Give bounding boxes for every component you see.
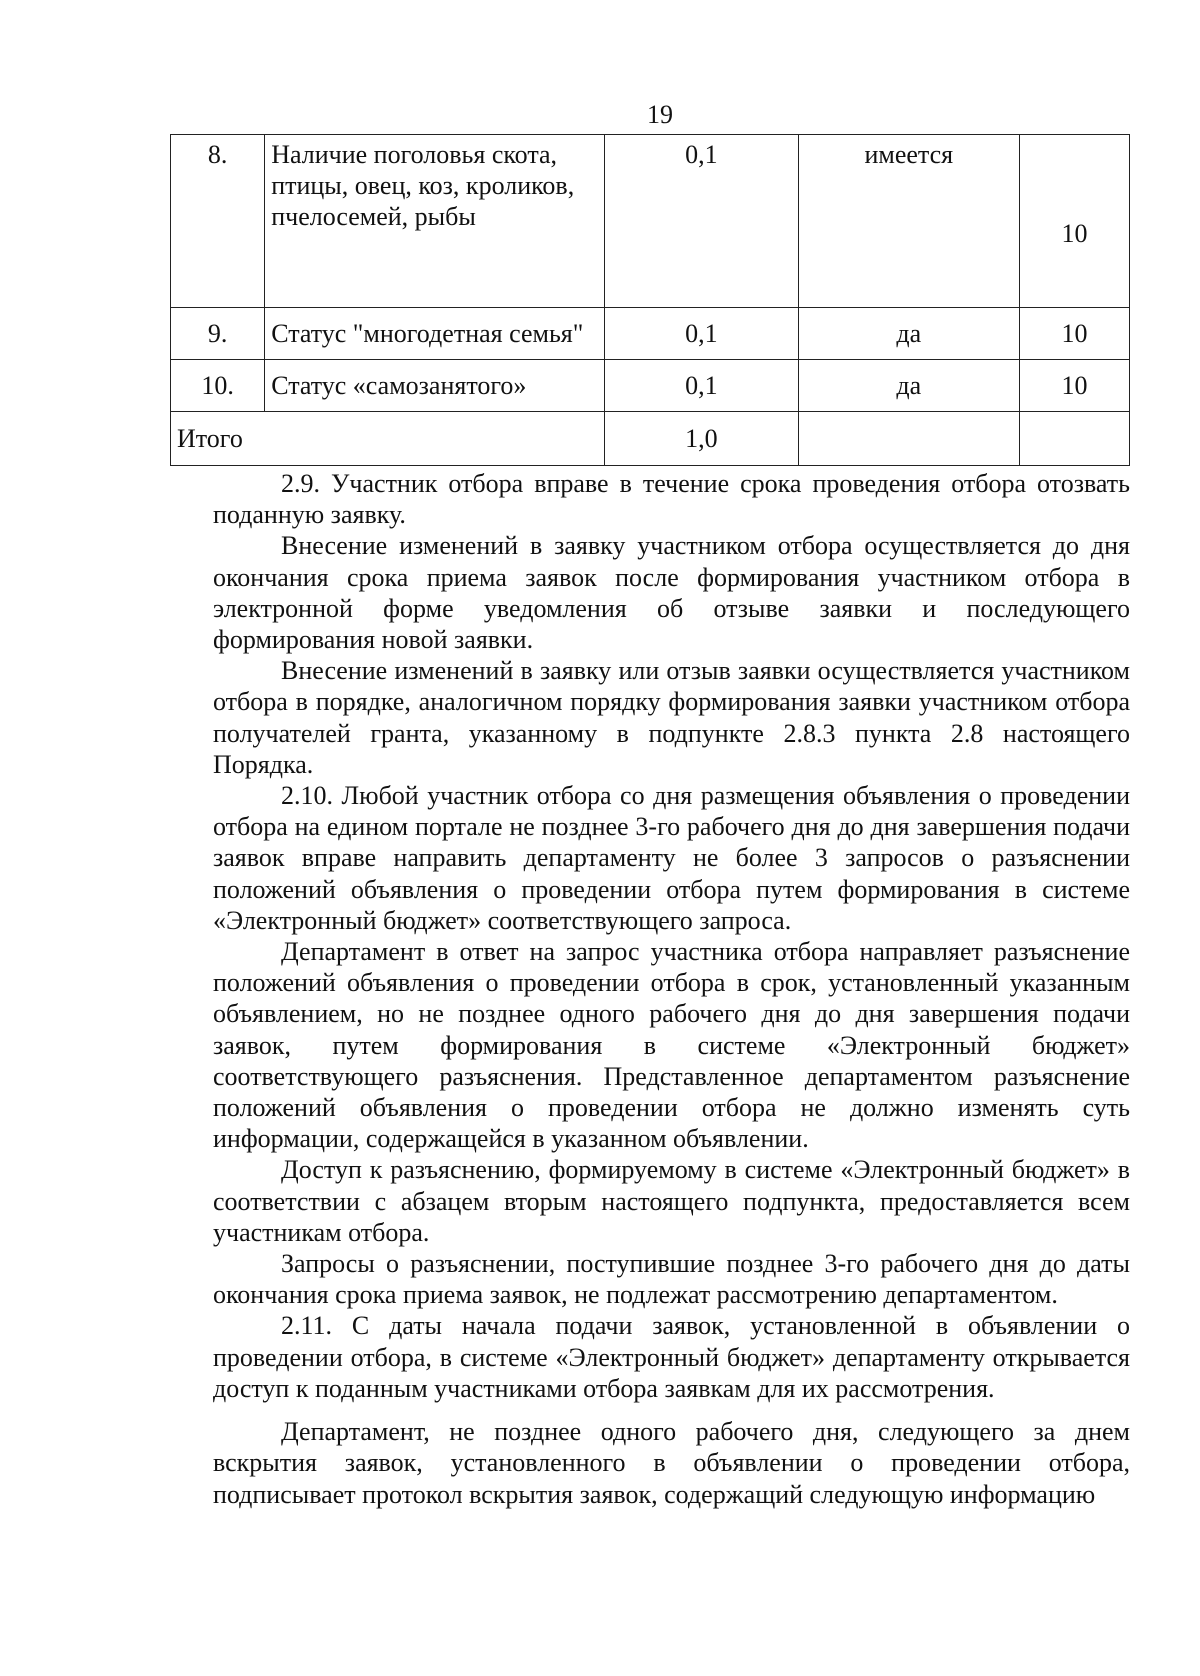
criterion-value: да <box>798 308 1019 360</box>
paragraph: Департамент в ответ на запрос участника отбора направляет разъяснение положений объявления о проведении отбора в срок, установленный указанным объявлением, но не позднее одного рабочего дня до дня завершения подачи заявок, путем формирования в системе «Электронный бюджет» соответствующего разъяснения. Представленное департаментом разъяснение положений объявления о проведении отбора не должно изменять суть информации, содержащейся в указанном объявлении. <box>213 937 1130 1154</box>
paragraph: 2.9. Участник отбора вправе в течение срока проведения отбора отозвать поданную заявку. <box>213 469 1130 530</box>
criterion-score: 10 <box>1019 360 1129 412</box>
total-value-empty <box>798 412 1019 466</box>
paragraph: Внесение изменений в заявку или отзыв заявки осуществляется участником отбора в порядке, аналогичном порядку формирования заявки участником отбора получателей гранта, указанному в подпункте 2.8.3 пункта 2.8 настоящего Порядка. <box>213 656 1130 779</box>
table-row <box>171 135 1130 308</box>
paragraph: 2.11. С даты начала подачи заявок, установленной в объявлении о проведении отбора, в системе «Электронный бюджет» департаменту открывается доступ к поданным участниками отбора заявкам для их рассмотрения. <box>213 1311 1130 1403</box>
criterion-name: Статус "многодетная семья" <box>265 308 605 360</box>
total-label: Итого <box>171 412 605 466</box>
criterion-weight: 0,1 <box>604 360 798 412</box>
table-row <box>171 308 1130 360</box>
document-body <box>213 468 1130 1510</box>
criterion-score: 10 <box>1019 135 1129 308</box>
criterion-name: Наличие поголовья скота, птицы, овец, коз, кроликов, пчелосемей, рыбы <box>265 135 605 308</box>
criterion-value: имеется <box>798 135 1019 308</box>
paragraph: Департамент, не позднее одного рабочего дня, следующего за днем вскрытия заявок, установленного в объявлении о проведении отбора, подписывает протокол вскрытия заявок, содержащий следующую информацию <box>213 1417 1130 1509</box>
criterion-value: да <box>798 360 1019 412</box>
criterion-weight: 0,1 <box>604 135 798 308</box>
criterion-name: Статус «самозанятого» <box>265 360 605 412</box>
row-number: 9. <box>171 308 265 360</box>
paragraph: Запросы о разъяснении, поступившие позднее 3-го рабочего дня до даты окончания срока приема заявок, не подлежат рассмотрению департаментом. <box>213 1249 1130 1310</box>
total-score-empty <box>1019 412 1129 466</box>
row-number: 10. <box>171 360 265 412</box>
criteria-table <box>170 134 1130 466</box>
table-total-row <box>171 412 1130 466</box>
row-number: 8. <box>171 135 265 308</box>
total-weight: 1,0 <box>604 412 798 466</box>
paragraph: 2.10. Любой участник отбора со дня размещения объявления о проведении отбора на едином портале не позднее 3-го рабочего дня до дня завершения подачи заявок вправе направить департаменту не более 3 запросов о разъяснении положений объявления о проведении отбора путем формирования в системе «Электронный бюджет» соответствующего запроса. <box>213 781 1130 935</box>
criterion-weight: 0,1 <box>604 308 798 360</box>
paragraph: Внесение изменений в заявку участником отбора осуществляется до дня окончания срока приема заявок после формирования участником отбора в электронной форме уведомления об отзыве заявки и последующего формирования новой заявки. <box>213 531 1130 655</box>
page-number: 19 <box>647 100 673 129</box>
criterion-score: 10 <box>1019 308 1129 360</box>
paragraph: Доступ к разъяснению, формируемому в системе «Электронный бюджет» в соответствии с абзацем вторым настоящего подпункта, предоставляется всем участникам отбора. <box>213 1155 1130 1247</box>
table-row <box>171 360 1130 412</box>
